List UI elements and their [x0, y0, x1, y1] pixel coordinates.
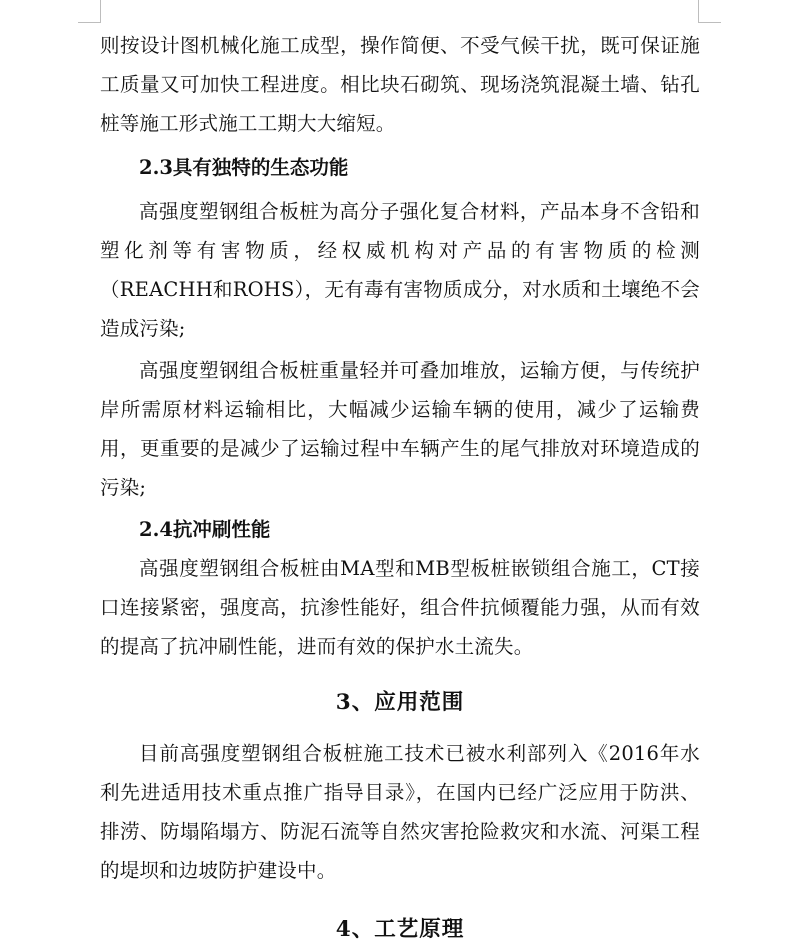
body-paragraph: 高强度塑钢组合板桩由MA型和MB型板桩嵌锁组合施工，CT接口连接紧密，强度高，抗渗性能好，组合件抗倾覆能力强，从而有效的提高了抗冲刷性能，进而有效的保护水土流失。	[100, 557, 700, 658]
section-heading-3: 3、应用范围	[335, 690, 465, 715]
section-heading-2-4: 2.4抗冲刷性能	[139, 518, 271, 541]
body-paragraph: 目前高强度塑钢组合板桩施工技术已被水利部列入《2016年水利先进适用技术重点推广指导目录》，在国内已经广泛应用于防洪、排涝、防塌陷塌方、防泥石流等自然灾害抢险救灾和水流、河渠工程的堤坝和边坡防护建设中。	[100, 742, 700, 882]
page-corner-mark-left	[78, 0, 101, 23]
body-paragraph: 则按设计图机械化施工成型，操作简便、不受气候干扰，既可保证施工质量又可加快工程进度。相比块石砌筑、现场浇筑混凝土墙、钻孔桩等施工形式施工工期大大缩短。	[100, 34, 700, 135]
document-page	[100, 26, 700, 950]
body-paragraph: 高强度塑钢组合板桩为高分子强化复合材料，产品本身不含铅和塑化剂等有害物质，经权威机构对产品的有害物质的检测（REACHH和ROHS），无有毒有害物质成分，对水质和土壤绝不会造成污染;	[100, 200, 700, 340]
section-heading-2-3: 2.3具有独特的生态功能	[139, 156, 349, 179]
section-heading-4: 4、工艺原理	[335, 917, 465, 942]
body-paragraph: 高强度塑钢组合板桩重量轻并可叠加堆放，运输方便，与传统护岸所需原材料运输相比，大幅减少运输车辆的使用，减少了运输费用，更重要的是减少了运输过程中车辆产生的尾气排放对环境造成的污染;	[100, 359, 700, 499]
page-corner-mark-right	[698, 0, 721, 23]
